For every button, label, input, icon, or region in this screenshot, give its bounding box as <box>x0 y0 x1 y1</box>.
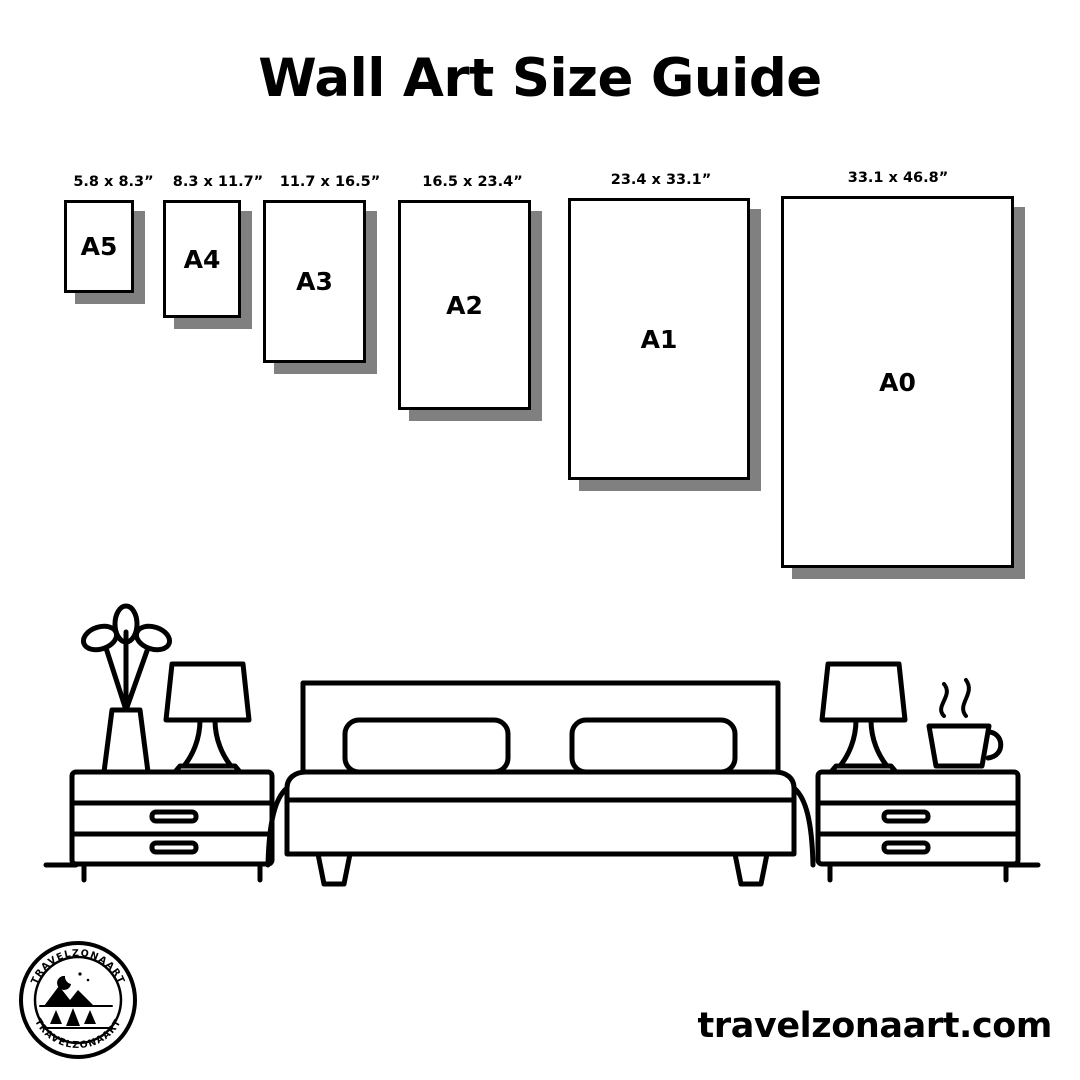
frame-group-a4 <box>163 174 273 340</box>
logo-top-text: TRAVELZONAART <box>29 947 127 987</box>
frame-group-a0 <box>781 170 1041 596</box>
left-nightstand <box>72 772 272 880</box>
right-lamp <box>822 664 905 772</box>
frame-group-a2 <box>398 174 563 435</box>
brand-logo <box>18 940 138 1060</box>
frame-a2 <box>398 200 531 410</box>
frame-group-a5 <box>64 174 159 310</box>
frame-label: A2 <box>446 290 483 320</box>
left-lamp <box>166 664 249 772</box>
frame-a0 <box>781 196 1014 568</box>
frame-a4 <box>163 200 241 318</box>
frame-group-a1 <box>568 172 768 503</box>
logo-scene <box>40 972 112 1028</box>
frame-group-a3 <box>263 174 393 390</box>
right-nightstand <box>818 772 1018 880</box>
bed <box>268 683 813 884</box>
frame-label: A5 <box>80 232 118 261</box>
logo-bottom-text: TRAVELZONAART <box>32 1017 124 1052</box>
coffee-cup <box>922 680 1001 772</box>
frame-a1 <box>568 198 750 480</box>
website-url: travelzonaart.com <box>697 1006 1052 1046</box>
frame-dimensions: 23.4 x 33.1” <box>610 172 712 188</box>
frame-a3 <box>263 200 366 363</box>
frame-a5 <box>64 200 134 293</box>
bedroom-illustration <box>0 560 1080 920</box>
page-title: Wall Art Size Guide <box>258 48 822 109</box>
frame-label: A1 <box>640 324 678 354</box>
frame-dimensions: 5.8 x 8.3” <box>73 174 154 190</box>
frame-dimensions: 11.7 x 16.5” <box>279 174 381 190</box>
frame-dimensions: 16.5 x 23.4” <box>422 174 523 190</box>
frame-label: A3 <box>296 267 333 296</box>
frame-label: A0 <box>879 367 916 397</box>
frame-dimensions: 33.1 x 46.8” <box>847 170 949 186</box>
frame-label: A4 <box>183 244 221 274</box>
frame-dimensions: 8.3 x 11.7” <box>172 174 264 190</box>
left-plant <box>80 606 172 772</box>
